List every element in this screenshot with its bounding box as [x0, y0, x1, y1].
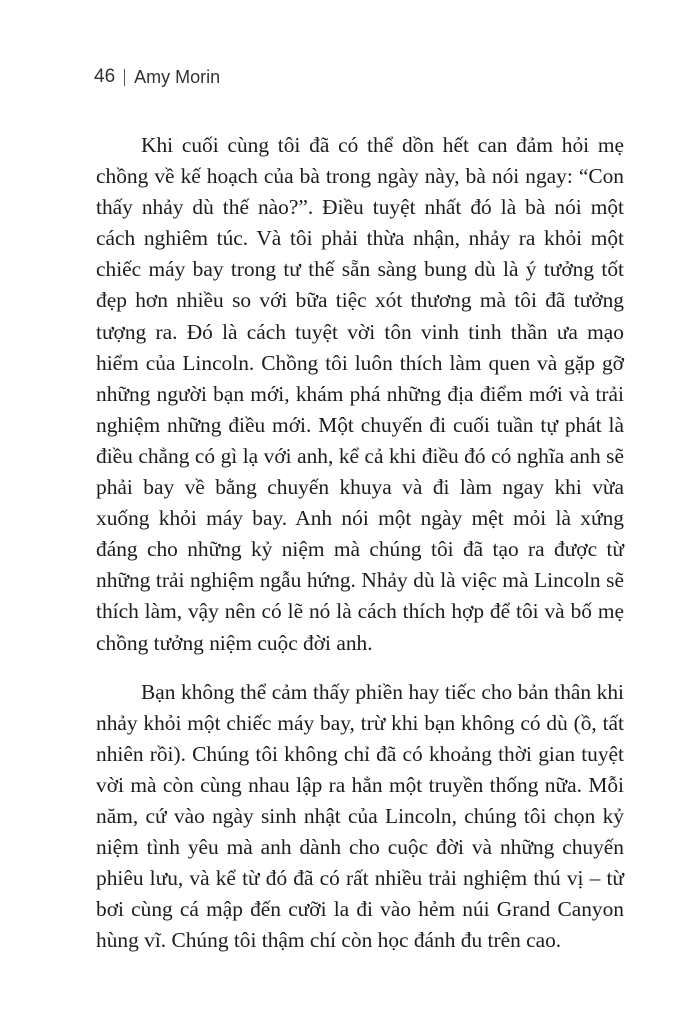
- header-separator: [124, 69, 125, 86]
- running-header: [94, 66, 220, 88]
- text-body: [96, 130, 624, 956]
- paragraph-1: Khi cuối cùng tôi đã có thể dồn hết can đảm hỏi mẹ chồng về kế hoạch của bà trong ngày này, bà nói ngay: “Con thấy nhảy dù thế nào?”. Điều tuyệt nhất đó là bà nói một cách nghiêm túc. Và tôi phải thừa nhận, nhảy ra khỏi một chiếc máy bay trong tư thế sẵn sàng bung dù là ý tưởng tốt đẹp hơn nhiều so với bữa tiệc xót thương mà tôi đã tưởng tượng ra. Đó là cách tuyệt vời tôn vinh tinh thần ưa mạo hiểm của Lincoln. Chồng tôi luôn thích làm quen và gặp gỡ những người bạn mới, khám phá những địa điểm mới và trải nghiệm những điều mới. Một chuyến đi cuối tuần tự phát là điều chẳng có gì lạ với anh, kể cả khi điều đó có nghĩa anh sẽ phải bay về bằng chuyến khuya và đi làm ngay khi vừa xuống khỏi máy bay. Anh nói một ngày mệt mỏi là xứng đáng cho những kỷ niệm mà chúng tôi đã tạo ra được từ những trải nghiệm ngẫu hứng. Nhảy dù là việc mà Lincoln sẽ thích làm, vậy nên có lẽ nó là cách thích hợp để tôi và bố mẹ chồng tưởng niệm cuộc đời anh.: [96, 133, 624, 655]
- author-name: Amy Morin: [134, 66, 221, 87]
- page-number: 46: [94, 66, 116, 87]
- paragraph-2: Bạn không thể cảm thấy phiền hay tiếc cho bản thân khi nhảy khỏi một chiếc máy bay, trừ khi bạn không có dù (ồ, tất nhiên rồi). Chúng tôi không chỉ đã có khoảng thời gian tuyệt vời mà còn cùng nhau lập ra hẳn một truyền thống nữa. Mỗi năm, cứ vào ngày sinh nhật của Lincoln, chúng tôi chọn kỷ niệm tình yêu mà anh dành cho cuộc đời và những chuyến phiêu lưu, và kể từ đó đã có rất nhiều trải nghiệm thú vị – từ bơi cùng cá mập đến cưỡi la đi vào hẻm núi Grand Canyon hùng vĩ. Chúng tôi thậm chí còn học đánh đu trên cao.: [96, 679, 624, 953]
